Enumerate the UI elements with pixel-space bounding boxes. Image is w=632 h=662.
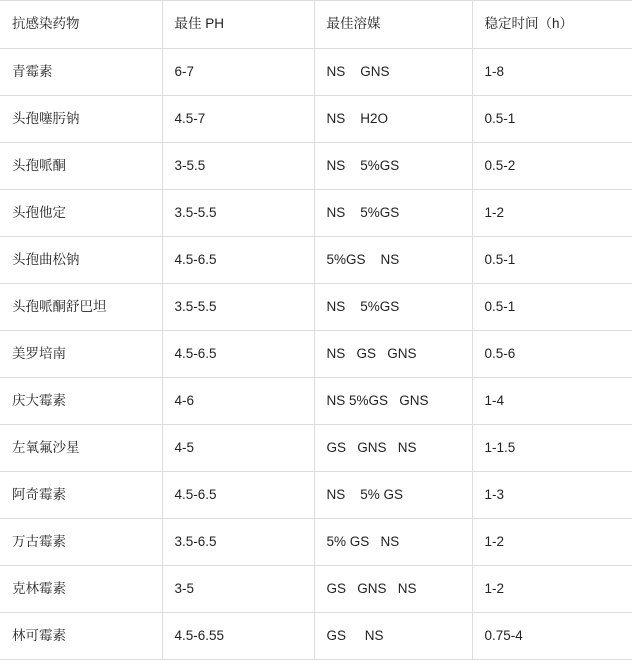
cell-ph: 3.5-5.5 <box>162 284 314 331</box>
cell-stability-time: 1-3 <box>472 472 632 519</box>
table-row <box>0 49 632 96</box>
cell-ph: 3-5 <box>162 566 314 613</box>
table-row <box>0 284 632 331</box>
table-row <box>0 472 632 519</box>
table-row <box>0 566 632 613</box>
cell-drug: 头孢哌酮舒巴坦 <box>0 284 162 331</box>
table-row <box>0 190 632 237</box>
cell-solvent: NS 5%GS <box>314 284 472 331</box>
cell-stability-time: 0.5-1 <box>472 237 632 284</box>
cell-ph: 4-6 <box>162 378 314 425</box>
table-row <box>0 613 632 660</box>
cell-ph: 4.5-6.5 <box>162 331 314 378</box>
cell-drug: 头孢噻肟钠 <box>0 96 162 143</box>
cell-stability-time: 1-8 <box>472 49 632 96</box>
table-row <box>0 331 632 378</box>
cell-stability-time: 1-2 <box>472 566 632 613</box>
cell-ph: 4.5-6.55 <box>162 613 314 660</box>
cell-ph: 6-7 <box>162 49 314 96</box>
cell-ph: 4-5 <box>162 425 314 472</box>
cell-solvent: 5%GS NS <box>314 237 472 284</box>
cell-stability-time: 1-2 <box>472 519 632 566</box>
cell-drug: 左氧氟沙星 <box>0 425 162 472</box>
cell-stability-time: 1-4 <box>472 378 632 425</box>
cell-ph: 4.5-6.5 <box>162 472 314 519</box>
table-row <box>0 96 632 143</box>
cell-solvent: GS GNS NS <box>314 566 472 613</box>
cell-drug: 头孢曲松钠 <box>0 237 162 284</box>
cell-ph: 4.5-6.5 <box>162 237 314 284</box>
cell-stability-time: 1-1.5 <box>472 425 632 472</box>
cell-solvent: NS 5% GS <box>314 472 472 519</box>
cell-drug: 庆大霉素 <box>0 378 162 425</box>
cell-stability-time: 0.5-2 <box>472 143 632 190</box>
cell-solvent: NS H2O <box>314 96 472 143</box>
cell-solvent: GS GNS NS <box>314 425 472 472</box>
cell-drug: 头孢哌酮 <box>0 143 162 190</box>
cell-drug: 青霉素 <box>0 49 162 96</box>
cell-drug: 头孢他定 <box>0 190 162 237</box>
table-row <box>0 237 632 284</box>
cell-drug: 美罗培南 <box>0 331 162 378</box>
cell-stability-time: 0.5-1 <box>472 284 632 331</box>
column-header-solvent: 最佳溶媒 <box>314 1 472 49</box>
table-header <box>0 1 632 49</box>
cell-ph: 3.5-5.5 <box>162 190 314 237</box>
cell-solvent: NS 5%GS <box>314 190 472 237</box>
column-header-drug: 抗感染药物 <box>0 1 162 49</box>
cell-drug: 克林霉素 <box>0 566 162 613</box>
table-row <box>0 519 632 566</box>
cell-ph: 3-5.5 <box>162 143 314 190</box>
cell-solvent: 5% GS NS <box>314 519 472 566</box>
cell-ph: 4.5-7 <box>162 96 314 143</box>
table-row <box>0 378 632 425</box>
table-header-row <box>0 1 632 49</box>
cell-drug: 阿奇霉素 <box>0 472 162 519</box>
cell-ph: 3.5-6.5 <box>162 519 314 566</box>
table-body <box>0 49 632 660</box>
cell-stability-time: 0.5-6 <box>472 331 632 378</box>
cell-drug: 万古霉素 <box>0 519 162 566</box>
cell-solvent: GS NS <box>314 613 472 660</box>
column-header-stability-time: 稳定时间（h） <box>472 1 632 49</box>
cell-stability-time: 0.5-1 <box>472 96 632 143</box>
cell-solvent: NS 5%GS GNS <box>314 378 472 425</box>
cell-stability-time: 0.75-4 <box>472 613 632 660</box>
cell-solvent: NS GNS <box>314 49 472 96</box>
cell-stability-time: 1-2 <box>472 190 632 237</box>
cell-solvent: NS 5%GS <box>314 143 472 190</box>
table-row <box>0 425 632 472</box>
column-header-ph: 最佳 PH <box>162 1 314 49</box>
table-row <box>0 143 632 190</box>
cell-solvent: NS GS GNS <box>314 331 472 378</box>
cell-drug: 林可霉素 <box>0 613 162 660</box>
